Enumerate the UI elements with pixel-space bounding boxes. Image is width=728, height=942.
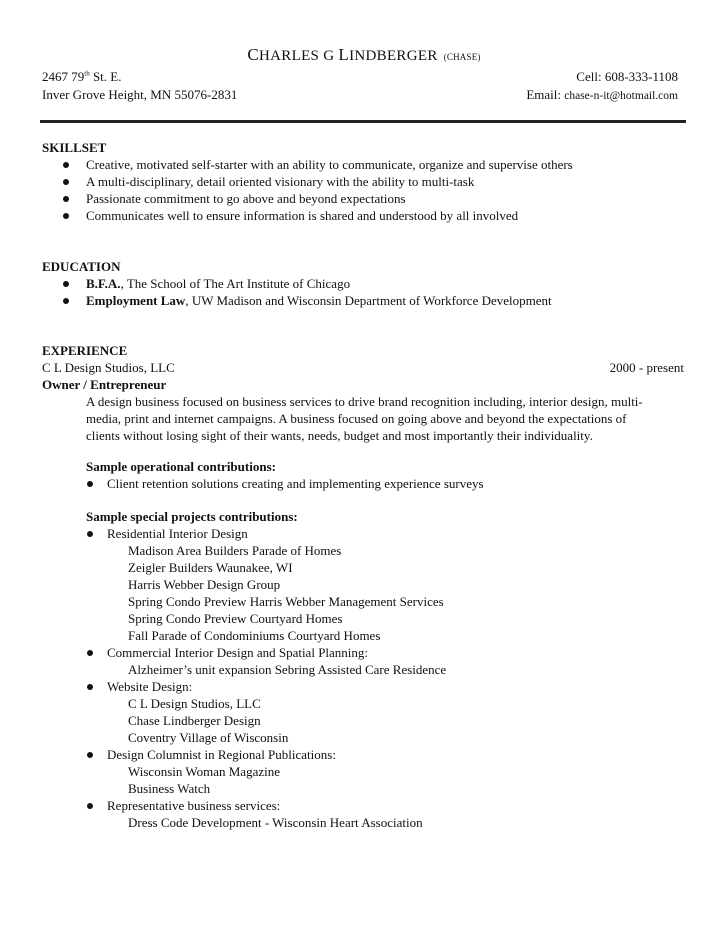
job-role: Owner / Entrepreneur xyxy=(42,377,167,392)
project-item: Alzheimer’s unit expansion Sebring Assisted Care Residence xyxy=(128,662,447,677)
bullet-icon xyxy=(63,213,69,219)
address-street-name: St. E. xyxy=(89,69,122,84)
project-group-label: Representative business services: xyxy=(107,798,281,813)
bullet-icon xyxy=(87,684,93,690)
bullet-icon xyxy=(87,531,93,537)
project-item: Business Watch xyxy=(128,781,211,796)
bullet-icon xyxy=(87,481,93,487)
experience-heading: EXPERIENCE xyxy=(42,343,128,358)
address-city: Inver Grove Height, MN 55076-2831 xyxy=(42,87,238,102)
address-street xyxy=(42,68,122,85)
skill-item: Communicates well to ensure information is shared and understood by all involved xyxy=(86,208,519,223)
name-initial-last: L xyxy=(338,45,350,64)
email-label: Email: xyxy=(526,87,561,102)
education-item xyxy=(86,275,350,292)
project-group-label: Commercial Interior Design and Spatial Planning: xyxy=(107,645,369,660)
job-description-line: A design business focused on business services to drive brand recognition including, interior design, multi- xyxy=(86,394,643,409)
education-item xyxy=(86,292,552,309)
course-name: Employment Law xyxy=(86,293,186,308)
bullet-icon xyxy=(87,650,93,656)
special-projects-heading: Sample special projects contributions: xyxy=(86,509,298,524)
project-group-label: Design Columnist in Regional Publications: xyxy=(107,747,336,762)
company-name: C L Design Studios, LLC xyxy=(42,360,175,375)
name-initial-first: C xyxy=(247,45,260,64)
project-item: Dress Code Development - Wisconsin Heart Association xyxy=(128,815,423,830)
project-item: Zeigler Builders Waunakee, WI xyxy=(128,560,293,575)
bullet-icon xyxy=(63,281,69,287)
cell-phone: Cell: 608-333-1108 xyxy=(576,69,678,84)
bullet-icon xyxy=(87,803,93,809)
email xyxy=(526,86,678,105)
skillset-heading: SKILLSET xyxy=(42,140,107,155)
project-item: Madison Area Builders Parade of Homes xyxy=(128,543,342,558)
operational-item: Client retention solutions creating and implementing experience surveys xyxy=(107,476,484,491)
project-item: Chase Lindberger Design xyxy=(128,713,261,728)
bullet-icon xyxy=(63,298,69,304)
degree-name: B.F.A. xyxy=(86,276,121,291)
employment-dates: 2000 - present xyxy=(609,360,684,375)
project-item: Harris Webber Design Group xyxy=(128,577,281,592)
address-street-suffix: th xyxy=(84,69,90,78)
course-institution: , UW Madison and Wisconsin Department of Workforce Development xyxy=(185,293,552,308)
job-description-line: media, print and internet campaigns. A business focused on going above and beyond the expectations of xyxy=(86,411,627,426)
bullet-icon xyxy=(63,179,69,185)
bullet-icon xyxy=(63,162,69,168)
bullet-icon xyxy=(63,196,69,202)
skill-item: A multi-disciplinary, detail oriented visionary with the ability to multi-task xyxy=(86,174,475,189)
email-value[interactable]: chase-n-it@hotmail.com xyxy=(564,90,678,102)
project-item: C L Design Studios, LLC xyxy=(128,696,261,711)
project-item: Wisconsin Woman Magazine xyxy=(128,764,280,779)
bullet-icon xyxy=(87,752,93,758)
project-item: Spring Condo Preview Harris Webber Management Services xyxy=(128,594,444,609)
project-item: Coventry Village of Wisconsin xyxy=(128,730,289,745)
address-street-number: 2467 79 xyxy=(42,69,85,84)
degree-school: , The School of The Art Institute of Chicago xyxy=(120,276,351,291)
candidate-name xyxy=(0,46,728,66)
project-group-label: Residential Interior Design xyxy=(107,526,248,541)
operational-heading: Sample operational contributions: xyxy=(86,459,276,474)
name-first-rest: HARLES G xyxy=(259,48,339,64)
project-item: Spring Condo Preview Courtyard Homes xyxy=(128,611,343,626)
header-divider xyxy=(40,120,686,123)
skill-item: Passionate commitment to go above and beyond expectations xyxy=(86,191,406,206)
project-group-label: Website Design: xyxy=(107,679,193,694)
name-last-rest: INDBERGER xyxy=(349,48,438,64)
candidate-nickname: (CHASE) xyxy=(443,52,481,62)
education-heading: EDUCATION xyxy=(42,259,121,274)
skill-item: Creative, motivated self-starter with an ability to communicate, organize and supervise others xyxy=(86,157,573,172)
job-description-line: clients without losing sight of their wants, needs, budget and most importantly their individuality. xyxy=(86,428,593,443)
project-item: Fall Parade of Condominiums Courtyard Homes xyxy=(128,628,381,643)
